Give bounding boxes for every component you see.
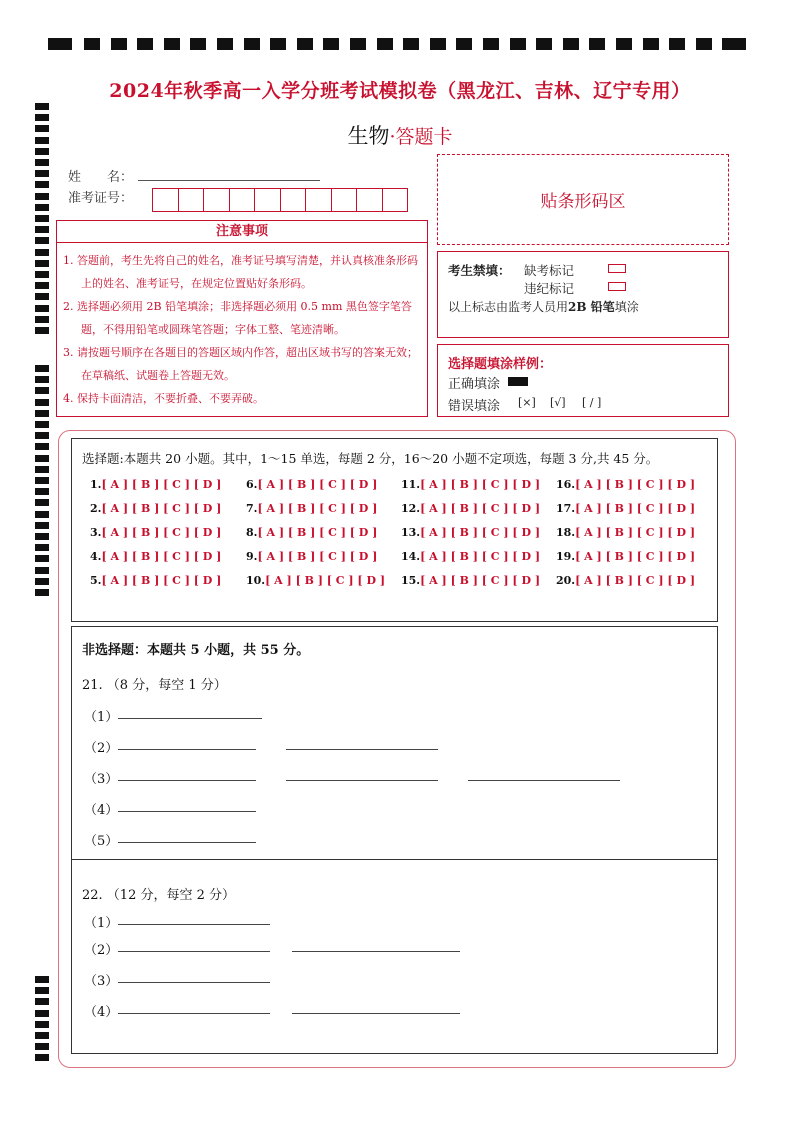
mc-question[interactable] [90, 521, 221, 545]
notice-list [57, 243, 427, 410]
mc-number: 4. [90, 550, 102, 563]
timing-mark [35, 399, 49, 406]
id-digit-box[interactable] [280, 188, 307, 212]
notice-panel [56, 220, 428, 417]
q21-part-label: （5） [84, 834, 119, 849]
q22-part-label: （1） [84, 916, 119, 931]
mc-number: 19. [556, 550, 576, 563]
q22-title: 22. （12 分，每空 2 分） [82, 888, 236, 903]
mc-question[interactable] [246, 545, 385, 569]
forbidden-note-pre: 以上标志由监考人员用 [448, 300, 569, 314]
mc-question[interactable] [90, 569, 221, 593]
timing-mark [35, 159, 49, 166]
answer-blank[interactable] [118, 982, 270, 983]
timing-mark [323, 38, 339, 50]
name-label: 姓 名： [68, 170, 134, 185]
id-digit-box[interactable] [382, 188, 409, 212]
timing-mark [35, 365, 49, 372]
mc-question[interactable] [246, 473, 385, 497]
mc-question[interactable] [90, 473, 221, 497]
mc-question[interactable] [401, 497, 540, 521]
timing-mark [35, 305, 49, 312]
timing-mark [35, 466, 49, 473]
timing-mark [35, 976, 49, 983]
mc-options[interactable]: [ A ] [ B ] [ C ] [ D ] [575, 550, 696, 563]
mc-options[interactable]: [ A ] [ B ] [ C ] [ D ] [101, 526, 222, 539]
timing-mark [510, 38, 526, 50]
timing-mark [190, 38, 206, 50]
answer-blank[interactable] [118, 842, 256, 843]
mc-question[interactable] [401, 569, 540, 593]
timing-mark [35, 137, 49, 144]
timing-mark [35, 170, 49, 177]
mc-question[interactable] [401, 473, 540, 497]
mc-options[interactable]: [ A ] [ B ] [ C ] [ D ] [420, 478, 541, 491]
mc-number: 6. [246, 478, 258, 491]
timing-mark [35, 215, 49, 222]
timing-mark [456, 38, 472, 50]
timing-mark [377, 38, 393, 50]
q21-part-label: （1） [84, 710, 119, 725]
mc-options[interactable]: [ A ] [ B ] [ C ] [ D ] [101, 574, 222, 587]
timing-mark [35, 410, 49, 417]
timing-mark [48, 38, 72, 50]
mc-number: 8. [246, 526, 258, 539]
mc-options[interactable]: [ A ] [ B ] [ C ] [ D ] [101, 478, 222, 491]
timing-mark [35, 181, 49, 188]
mc-question[interactable] [90, 545, 221, 569]
timing-mark [35, 271, 49, 278]
mc-number: 13. [401, 526, 421, 539]
mc-number: 9. [246, 550, 258, 563]
timing-mark [35, 578, 49, 585]
mc-number: 7. [246, 502, 258, 515]
mc-options[interactable]: [ A ] [ B ] [ C ] [ D ] [101, 502, 222, 515]
timing-mark [35, 499, 49, 506]
timing-mark [35, 555, 49, 562]
timing-mark [35, 567, 49, 574]
violation-mark-label: 违纪标记 [524, 281, 575, 296]
timing-mark [35, 488, 49, 495]
top-timing-marks [48, 38, 746, 52]
timing-mark [35, 114, 49, 121]
wrong-mark-x: [×] [518, 396, 536, 409]
mc-options[interactable]: [ A ] [ B ] [ C ] [ D ] [575, 574, 696, 587]
timing-mark [35, 125, 49, 132]
timing-mark [270, 38, 286, 50]
timing-mark [35, 589, 49, 596]
mc-options[interactable]: [ A ] [ B ] [ C ] [ D ] [575, 478, 696, 491]
q22-part-label: （3） [84, 974, 119, 989]
timing-mark [35, 260, 49, 267]
barcode-area [437, 154, 729, 245]
examinee-forbidden-panel [437, 251, 729, 338]
mc-question[interactable] [556, 569, 695, 593]
correct-fill-sample [508, 377, 528, 386]
timing-mark [35, 477, 49, 484]
id-digit-box[interactable] [203, 188, 230, 212]
timing-mark [483, 38, 499, 50]
answer-blank[interactable] [286, 780, 438, 781]
mc-question[interactable] [556, 545, 695, 569]
mc-number: 1. [90, 478, 102, 491]
mc-number: 17. [556, 502, 576, 515]
timing-mark [35, 522, 49, 529]
timing-mark [696, 38, 712, 50]
mc-question[interactable] [401, 521, 540, 545]
subject-suffix: ·答题卡 [389, 126, 453, 148]
notice-item: 2. 选择题必须用 2B 铅笔填涂；非选择题必须用 0.5 mm 黑色签字笔答题，不得用铅笔或圆珠笔答题；字体工整、笔迹清晰。 [63, 300, 412, 336]
mc-number: 12. [401, 502, 421, 515]
answer-blank[interactable] [118, 924, 270, 925]
forbidden-label: 考生禁填： [448, 263, 511, 278]
answer-blank[interactable] [118, 780, 256, 781]
free-response-heading: 非选择题：本题共 5 小题，共 55 分。 [82, 643, 310, 658]
question-divider [71, 859, 718, 860]
subject-name: 生物 [347, 124, 390, 148]
barcode-label: 贴条形码区 [540, 192, 626, 212]
id-digit-box[interactable] [254, 188, 281, 212]
timing-mark [35, 1054, 49, 1061]
wrong-mark-check: [√] [550, 396, 566, 409]
mc-column-3 [401, 473, 540, 593]
forbidden-note [448, 298, 639, 315]
mc-options[interactable]: [ A ] [ B ] [ C ] [ D ] [257, 478, 378, 491]
mc-options[interactable]: [ A ] [ B ] [ C ] [ D ] [257, 526, 378, 539]
mc-question[interactable] [246, 497, 385, 521]
mc-options[interactable]: [ A ] [ B ] [ C ] [ D ] [420, 574, 541, 587]
q21-part-label: （4） [84, 803, 119, 818]
answer-blank[interactable] [118, 749, 256, 750]
timing-mark [35, 103, 49, 110]
timing-mark [563, 38, 579, 50]
mc-question[interactable] [556, 497, 695, 521]
id-digit-box[interactable] [178, 188, 205, 212]
mc-options[interactable]: [ A ] [ B ] [ C ] [ D ] [575, 502, 696, 515]
timing-mark [722, 38, 746, 50]
timing-mark [35, 249, 49, 256]
id-digit-box[interactable] [356, 188, 383, 212]
id-digit-box[interactable] [229, 188, 256, 212]
timing-mark [669, 38, 685, 50]
timing-mark [35, 148, 49, 155]
sample-heading: 选择题填涂样例： [448, 357, 553, 372]
mc-question[interactable] [401, 545, 540, 569]
timing-mark [35, 237, 49, 244]
wrong-fill-label: 错误填涂 [448, 399, 501, 414]
answer-blank[interactable] [292, 951, 460, 952]
notice-heading: 注意事项 [57, 221, 427, 243]
mc-number: 20. [556, 574, 576, 587]
timing-mark [430, 38, 446, 50]
multiple-choice-heading: 选择题:本题共 20 小题。其中，1～15 单选，每题 2 分，16～20 小题不定项选，每题 3 分,共 45 分。 [82, 451, 659, 466]
timing-mark [350, 38, 366, 50]
timing-mark [111, 38, 127, 50]
timing-mark [35, 226, 49, 233]
answer-blank[interactable] [118, 811, 256, 812]
timing-mark [217, 38, 233, 50]
name-field[interactable] [138, 180, 320, 181]
wrong-mark-slash: [ / ] [582, 396, 602, 409]
timing-mark [35, 282, 49, 289]
timing-mark [84, 38, 100, 50]
timing-mark [35, 1021, 49, 1028]
timing-mark [35, 1010, 49, 1017]
timing-mark [536, 38, 552, 50]
mc-number: 16. [556, 478, 576, 491]
q22-part-label: （4） [84, 1005, 119, 1020]
timing-mark [35, 533, 49, 540]
timing-mark [35, 376, 49, 383]
mc-column-1 [90, 473, 221, 593]
mc-options[interactable]: [ A ] [ B ] [ C ] [ D ] [420, 526, 541, 539]
mc-number: 2. [90, 502, 102, 515]
mc-options[interactable]: [ A ] [ B ] [ C ] [ D ] [101, 550, 222, 563]
absent-mark-label: 缺考标记 [524, 263, 575, 278]
timing-mark [35, 204, 49, 211]
id-label: 准考证号： [68, 191, 134, 206]
timing-mark [137, 38, 153, 50]
notice-item: 1. 答题前，考生先将自己的姓名，准考证号填写清楚，并认真核准条形码上的姓名、准考证号，在规定位置贴好条形码。 [63, 254, 418, 290]
timing-mark [164, 38, 180, 50]
answer-blank[interactable] [292, 1013, 460, 1014]
timing-mark [35, 455, 49, 462]
mc-question[interactable] [556, 521, 695, 545]
id-digit-box[interactable] [152, 188, 179, 212]
mc-number: 15. [401, 574, 421, 587]
mc-options[interactable]: [ A ] [ B ] [ C ] [ D ] [575, 526, 696, 539]
multiple-choice-section [71, 438, 718, 622]
exam-id-boxes[interactable] [152, 188, 407, 212]
mc-column-2 [246, 473, 385, 593]
timing-mark [35, 193, 49, 200]
q22-part-label: （2） [84, 943, 119, 958]
timing-mark [35, 998, 49, 1005]
timing-mark [643, 38, 659, 50]
timing-mark [297, 38, 313, 50]
id-digit-box[interactable] [331, 188, 358, 212]
timing-mark [35, 1043, 49, 1050]
answer-blank[interactable] [118, 951, 270, 952]
mc-options[interactable]: [ A ] [ B ] [ C ] [ D ] [265, 574, 386, 587]
mc-options[interactable]: [ A ] [ B ] [ C ] [ D ] [420, 502, 541, 515]
id-digit-box[interactable] [305, 188, 332, 212]
timing-mark [35, 432, 49, 439]
mc-question[interactable] [90, 497, 221, 521]
timing-mark [35, 987, 49, 994]
mc-question[interactable] [556, 473, 695, 497]
timing-mark [35, 1032, 49, 1039]
timing-mark [35, 544, 49, 551]
mc-number: 18. [556, 526, 576, 539]
timing-mark [35, 443, 49, 450]
timing-mark [244, 38, 260, 50]
timing-mark [403, 38, 419, 50]
forbidden-note-bold: 2B 铅笔 [568, 300, 615, 314]
mc-number: 10. [246, 574, 266, 587]
forbidden-note-post: 填涂 [614, 300, 639, 314]
absent-mark-box[interactable] [608, 264, 626, 273]
q21-part-label: （3） [84, 772, 119, 787]
mc-number: 11. [401, 478, 421, 491]
answer-blank[interactable] [118, 718, 262, 719]
q21-part-label: （2） [84, 741, 119, 756]
mc-number: 5. [90, 574, 102, 587]
violation-mark-box[interactable] [608, 282, 626, 291]
answer-blank[interactable] [286, 749, 438, 750]
subject-title [300, 120, 500, 150]
timing-mark [616, 38, 632, 50]
exam-title: 2024年秋季高一入学分班考试模拟卷（黑龙江、吉林、辽宁专用） [109, 80, 691, 102]
answer-blank[interactable] [118, 1013, 270, 1014]
timing-mark [35, 387, 49, 394]
mc-column-4 [556, 473, 695, 593]
timing-mark [35, 327, 49, 334]
timing-mark [35, 421, 49, 428]
mc-options[interactable]: [ A ] [ B ] [ C ] [ D ] [257, 550, 378, 563]
notice-item: 3. 请按题号顺序在各题目的答题区域内作答，超出区域书写的答案无效；在草稿纸、试题卷上答题无效。 [63, 346, 418, 382]
notice-item: 4. 保持卡面清洁，不要折叠、不要弄破。 [63, 392, 264, 405]
timing-mark [35, 293, 49, 300]
answer-blank[interactable] [468, 780, 620, 781]
mc-options[interactable]: [ A ] [ B ] [ C ] [ D ] [420, 550, 541, 563]
timing-mark [35, 316, 49, 323]
fill-sample-panel [437, 344, 729, 417]
mc-question[interactable] [246, 569, 385, 593]
mc-number: 14. [401, 550, 421, 563]
correct-fill-label: 正确填涂 [448, 377, 501, 392]
mc-number: 3. [90, 526, 102, 539]
timing-mark [589, 38, 605, 50]
mc-question[interactable] [246, 521, 385, 545]
timing-mark [35, 511, 49, 518]
q21-title: 21. （8 分，每空 1 分） [82, 678, 227, 693]
mc-options[interactable]: [ A ] [ B ] [ C ] [ D ] [257, 502, 378, 515]
